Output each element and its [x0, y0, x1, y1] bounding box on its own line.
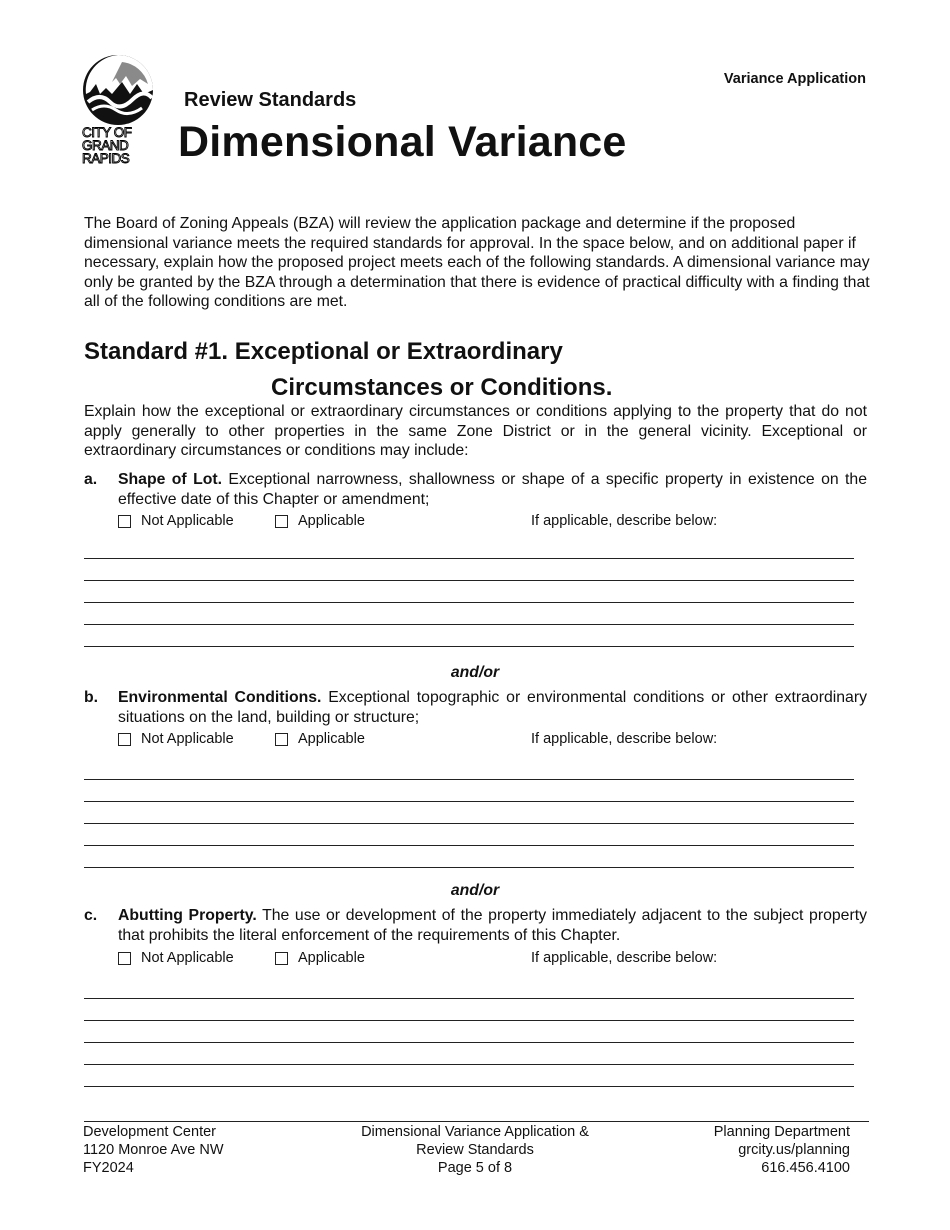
describe-instruction: If applicable, describe below: — [531, 513, 718, 529]
city-logo — [82, 54, 158, 172]
item-title: Environmental Conditions. — [118, 689, 322, 706]
and-or-connector: and/or — [450, 882, 500, 899]
answer-lines-a[interactable] — [84, 537, 854, 647]
applicability-row-c — [118, 950, 818, 968]
applicable-checkbox[interactable] — [275, 515, 288, 528]
describe-instruction: If applicable, describe below: — [531, 731, 718, 747]
answer-line[interactable] — [84, 559, 854, 581]
item-letter: c. — [84, 907, 98, 924]
not-applicable-label: Not Applicable — [141, 731, 234, 747]
logo-line: CITY OF — [82, 125, 132, 140]
not-applicable-checkbox[interactable] — [118, 952, 131, 965]
footer-right — [714, 1123, 850, 1177]
not-applicable-label: Not Applicable — [141, 513, 234, 529]
answer-line[interactable] — [84, 603, 854, 625]
footer-line: FY2024 — [83, 1160, 134, 1176]
footer-line: Development Center — [83, 1124, 216, 1140]
footer-center — [330, 1123, 620, 1177]
applicability-row-b — [118, 731, 818, 749]
answer-line[interactable] — [84, 537, 854, 559]
standard-heading-line1: Standard #1. Exceptional or Extraordinary — [84, 338, 563, 365]
answer-line[interactable] — [84, 977, 854, 999]
item-body — [118, 688, 867, 727]
page-title: Dimensional Variance — [178, 118, 627, 166]
describe-instruction: If applicable, describe below: — [531, 950, 718, 966]
item-letter: a. — [84, 471, 98, 488]
and-or-connector: and/or — [450, 664, 500, 681]
applicable-label: Applicable — [298, 731, 365, 747]
footer-phone: 616.456.4100 — [761, 1160, 850, 1176]
standard-description: Explain how the exceptional or extraordinary circumstances or conditions applying to the property that do not apply generally to other properties in the same Zone District or in the general vicinity. Exceptional or extraordinary circumstances or conditions may include: — [84, 403, 867, 460]
answer-line[interactable] — [84, 1065, 854, 1087]
applicability-row-a — [118, 513, 818, 531]
answer-line[interactable] — [84, 1021, 854, 1043]
answer-line[interactable] — [84, 1043, 854, 1065]
condition-item-a — [84, 470, 867, 509]
applicable-label: Applicable — [298, 950, 365, 966]
condition-item-c — [84, 906, 867, 945]
item-letter: b. — [84, 689, 99, 706]
answer-line[interactable] — [84, 846, 854, 868]
answer-line[interactable] — [84, 780, 854, 802]
footer-left — [83, 1123, 224, 1177]
applicable-label: Applicable — [298, 513, 365, 529]
applicable-checkbox[interactable] — [275, 952, 288, 965]
page-number: Page 5 of 8 — [437, 1160, 513, 1176]
logo-line: RAPIDS — [82, 151, 130, 166]
footer-link[interactable]: grcity.us/planning — [738, 1142, 850, 1158]
city-logo-mark-icon — [82, 54, 158, 126]
page-subtitle: Review Standards — [184, 89, 357, 111]
condition-item-b — [84, 688, 867, 727]
item-text: The use or development of the property immediately adjacent to the subject property that prohibits the literal enforcement of the requirements of this Chapter. — [118, 907, 868, 944]
answer-line[interactable] — [84, 824, 854, 846]
item-text: Exceptional narrowness, shallowness or shape of a specific property in existence on the effective date of this Chapter or amendment; — [118, 471, 867, 508]
footer-line: Review Standards — [416, 1142, 534, 1158]
answer-line[interactable] — [84, 625, 854, 647]
intro-paragraph: The Board of Zoning Appeals (BZA) will review the application package and determine if the proposed dimensional variance meets the required standards for approval. In the space below, and on additional paper if necessary, explain how the proposed project meets each of the following standards. A dimensional variance may only be granted by the BZA through a determination that there is evidence of practical difficulty with a finding that all of the following conditions are met. — [84, 215, 870, 311]
answer-line[interactable] — [84, 581, 854, 603]
footer-line: Dimensional Variance Application & — [361, 1124, 589, 1140]
item-body — [118, 470, 867, 509]
standard-heading — [84, 334, 612, 406]
answer-line[interactable] — [84, 758, 854, 780]
answer-lines-b[interactable] — [84, 758, 854, 868]
answer-lines-c[interactable] — [84, 977, 854, 1087]
answer-line[interactable] — [84, 802, 854, 824]
footer-line: Planning Department — [713, 1124, 850, 1140]
item-text: Exceptional topographic or environmental conditions or other extraordinary situations on the land, building or structure; — [118, 689, 868, 726]
footer-divider — [84, 1121, 869, 1122]
document-type: Variance Application — [723, 71, 866, 87]
item-title: Shape of Lot. — [118, 471, 223, 488]
not-applicable-checkbox[interactable] — [118, 733, 131, 746]
item-title: Abutting Property. — [118, 907, 257, 924]
standard-heading-line2: Circumstances or Conditions. — [271, 374, 613, 401]
footer-line: 1120 Monroe Ave NW — [83, 1142, 224, 1158]
answer-line[interactable] — [84, 999, 854, 1021]
not-applicable-checkbox[interactable] — [118, 515, 131, 528]
not-applicable-label: Not Applicable — [141, 950, 234, 966]
logo-wordmark — [82, 126, 158, 165]
applicable-checkbox[interactable] — [275, 733, 288, 746]
item-body — [118, 906, 867, 945]
logo-line: GRAND — [82, 138, 129, 153]
